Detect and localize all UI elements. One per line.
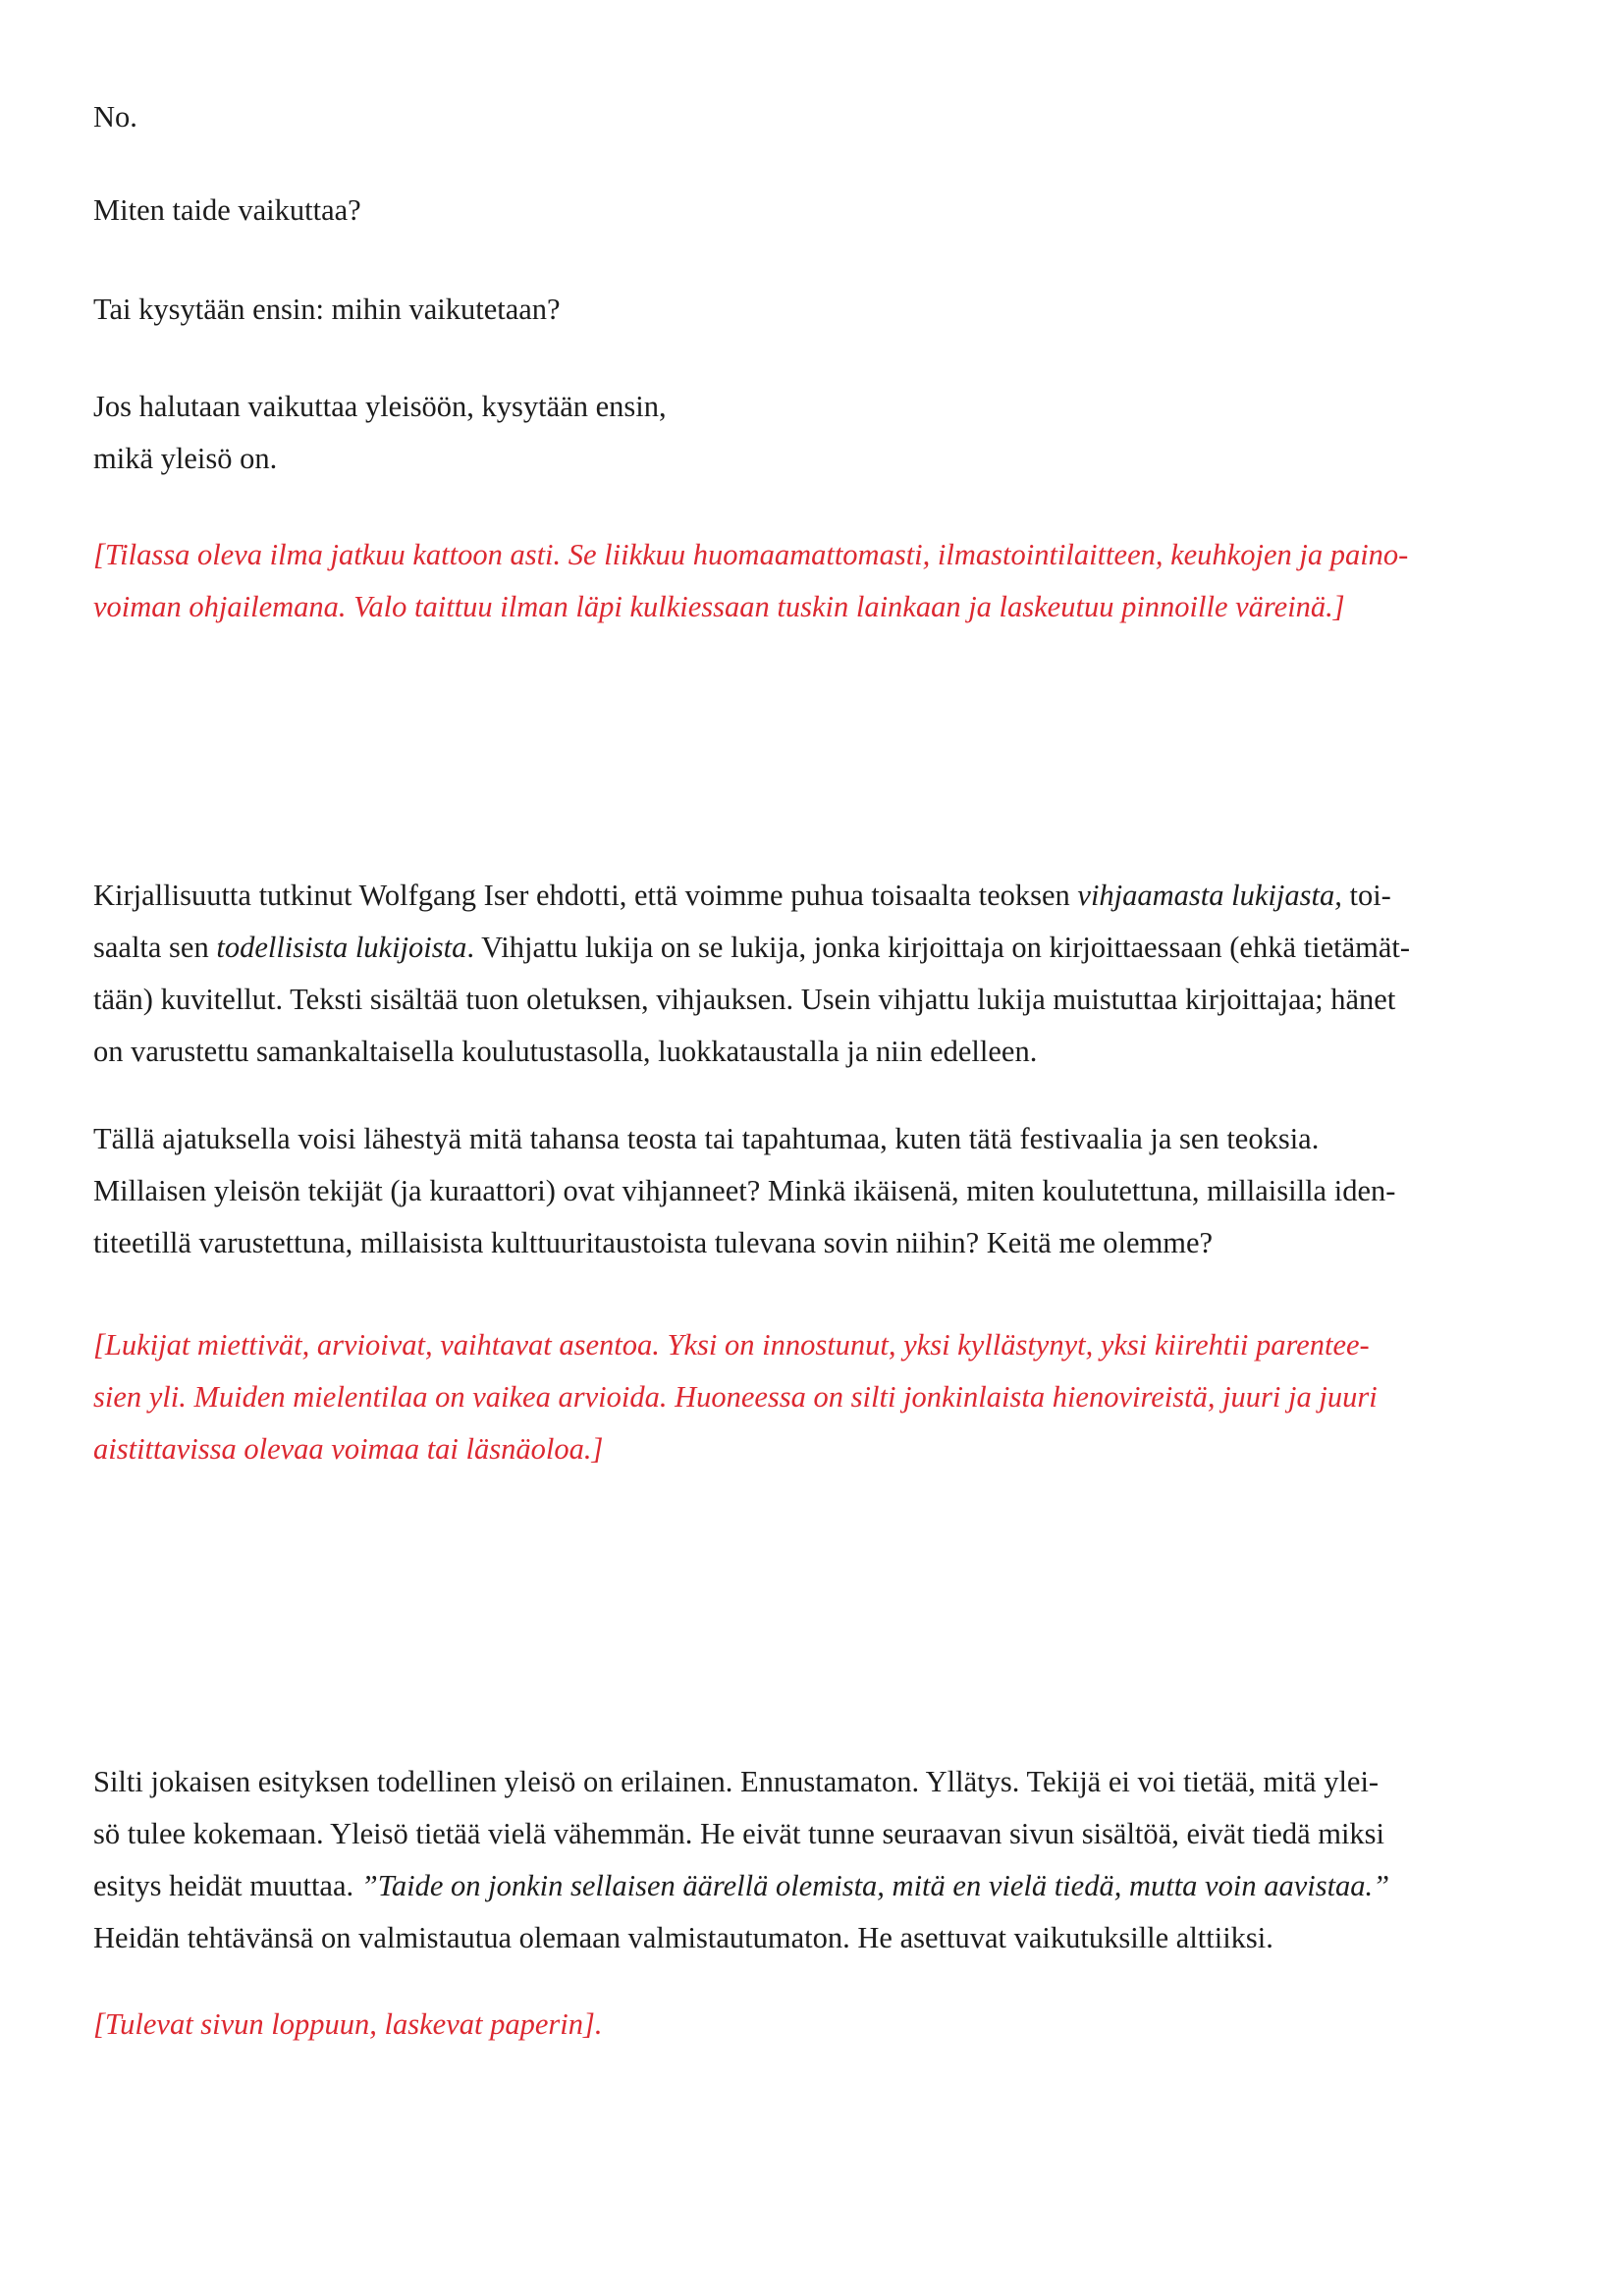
text-line (93, 433, 1565, 485)
text-segment: voiman ohjailemana. Valo taittuu ilman läpi kulkiessaan tuskin lainkaan ja laskeutuu pinnoille väreinä.] (93, 590, 1345, 623)
text-line (93, 381, 1565, 433)
text-line (93, 1808, 1565, 1860)
text-segment: [Tulevat sivun loppuun, laskevat paperin]. (93, 2007, 603, 2041)
text-segment: Heidän tehtävänsä on valmistautua olemaan valmistautumaton. He asettuvat vaikutuksille alttiiksi. (93, 1921, 1273, 1954)
paragraph-audience (93, 1756, 1565, 1964)
paragraph-question-1 (93, 185, 1565, 237)
stage-direction-3 (93, 1999, 1565, 2051)
text-line (93, 185, 1565, 237)
text-line (93, 1165, 1565, 1217)
text-segment: Millaisen yleisön tekijät (ja kuraattori) ovat vihjanneet? Minkä ikäisenä, miten koulutettuna, millaisilla iden- (93, 1174, 1396, 1207)
text-segment: sien yli. Muiden mielentilaa on vaikea arvioida. Huoneessa on silti jonkinlaista hienovireistä, juuri ja juuri (93, 1380, 1378, 1414)
text-segment: saalta sen (93, 931, 217, 964)
text-segment: sö tulee kokemaan. Yleisö tietää vielä vähemmän. He eivät tunne seuraavan sivun sisältöä, eivät tiedä miksi (93, 1817, 1385, 1850)
paragraph-intro (93, 381, 1565, 485)
text-segment: on varustettu samankaltaisella koulutustasolla, luokkataustalla ja niin edelleen. (93, 1035, 1038, 1068)
text-segment: toi- (1341, 879, 1391, 912)
text-segment: [Tilassa oleva ilma jatkuu kattoon asti. Se liikkuu huomaamattomasti, ilmastointilaitteen, keuhkojen ja paino- (93, 538, 1409, 571)
text-segment: esitys heidät muuttaa. (93, 1869, 361, 1902)
text-segment: mikä yleisö on. (93, 442, 278, 475)
text-line (93, 1319, 1565, 1371)
text-line (93, 581, 1565, 633)
text-segment: Silti jokaisen esityksen todellinen yleisö on erilainen. Ennustamaton. Yllätys. Tekijä ei voi tietää, mitä ylei- (93, 1765, 1380, 1798)
text-segment: Miten taide vaikuttaa? (93, 193, 361, 227)
text-line (93, 1912, 1565, 1964)
text-line (93, 284, 1565, 336)
paragraph-no (93, 91, 1565, 143)
paragraph-question-2 (93, 284, 1565, 336)
text-line (93, 1026, 1565, 1078)
paragraph-iser (93, 870, 1565, 1078)
text-segment: tään) kuvitellut. Teksti sisältää tuon oletuksen, vihjauksen. Usein vihjattu lukija muistuttaa kirjoittajaa; hänet (93, 983, 1396, 1016)
paragraph-festival (93, 1113, 1565, 1269)
text-segment: vihjaamasta lukijasta, (1077, 879, 1342, 912)
text-line (93, 1371, 1565, 1423)
text-line (93, 1860, 1565, 1912)
text-line (93, 922, 1565, 974)
text-line (93, 1113, 1565, 1165)
stage-direction-1 (93, 529, 1565, 633)
text-segment: Jos halutaan vaikuttaa yleisöön, kysytään ensin, (93, 390, 667, 423)
text-segment: ”Taide on jonkin sellaisen äärellä olemista, mitä en vielä tiedä, mutta voin aavistaa.” (360, 1869, 1390, 1902)
text-segment: aistittavissa olevaa voimaa tai läsnäoloa.] (93, 1432, 604, 1466)
text-segment: No. (93, 100, 137, 133)
text-line (93, 91, 1565, 143)
text-segment: Tällä ajatuksella voisi lähestyä mitä tahansa teosta tai tapahtumaa, kuten tätä festivaalia ja sen teoksia. (93, 1122, 1320, 1155)
text-segment: titeetillä varustettuna, millaisista kulttuuritaustoista tulevana sovin niihin? Keitä me olemme? (93, 1226, 1214, 1259)
text-line (93, 1999, 1565, 2051)
text-line (93, 1217, 1565, 1269)
text-segment: Kirjallisuutta tutkinut Wolfgang Iser ehdotti, että voimme puhua toisaalta teoksen (93, 879, 1078, 912)
text-line (93, 1756, 1565, 1808)
text-segment: [Lukijat miettivät, arvioivat, vaihtavat asentoa. Yksi on innostunut, yksi kyllästynyt, yksi kiirehtii parentee- (93, 1328, 1370, 1362)
text-line (93, 870, 1565, 922)
text-segment: Tai kysytään ensin: mihin vaikutetaan? (93, 293, 561, 326)
stage-direction-2 (93, 1319, 1565, 1475)
text-line (93, 974, 1565, 1026)
text-line (93, 529, 1565, 581)
text-segment: . Vihjattu lukija on se lukija, jonka kirjoittaja on kirjoittaessaan (ehkä tietämät- (466, 931, 1411, 964)
text-line (93, 1423, 1565, 1475)
text-segment: todellisista lukijoista (216, 931, 467, 964)
